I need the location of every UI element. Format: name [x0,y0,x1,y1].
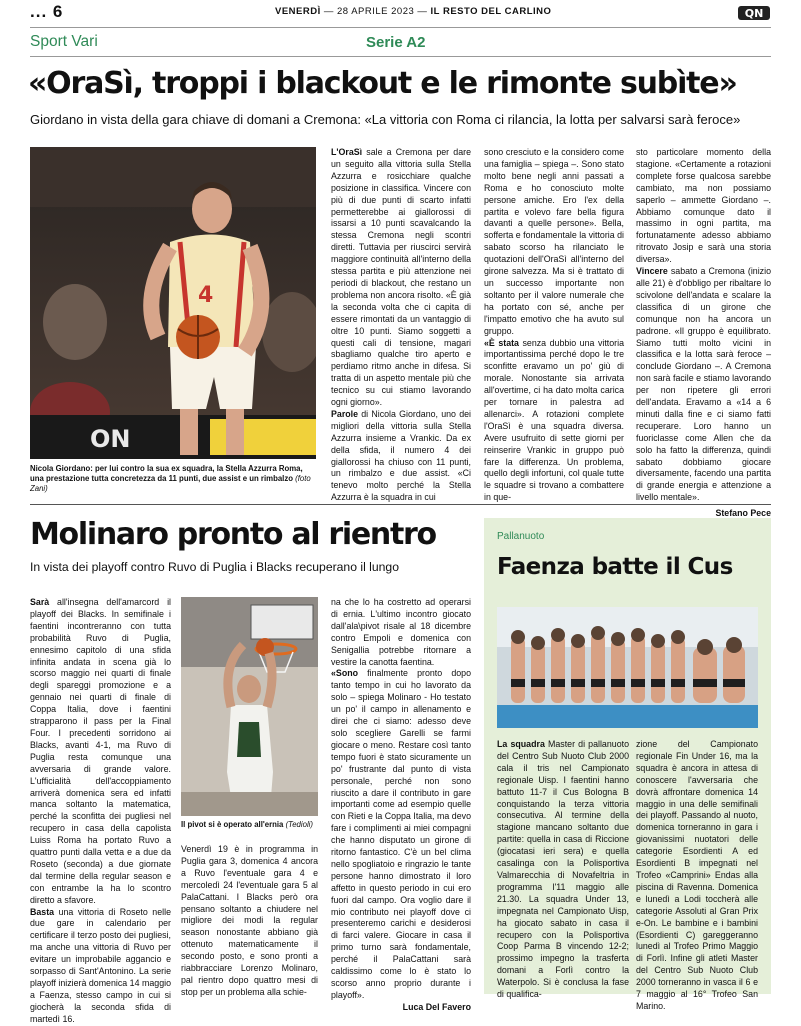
article1-column-3 [636,147,771,520]
article2-column-1 [30,597,171,1026]
section-subtitle: Serie A2 [366,34,426,51]
qn-logo-text: QN [744,7,764,20]
section-title: Sport Vari [30,33,98,50]
article2-col1-text2: una vittoria di Roseto nelle due gare in calendario per certificare il terzo posto dei pugliesi, ma anche una vittoria di Ruvo per evitare un improbabile aggancio e sorpasso di Sant'Antonino. La serie playoff inizierà domenica 14 maggio a Faenza, stesso campo in cui si giocherà la seconda sfida di martedì 16. [30,906,171,1024]
section-rule [30,56,771,57]
article1-lead: L'OraSì [331,147,363,157]
article1-col2-text: sono cresciuto e la considero come una famiglia – spiega –. Sono stato molto bene negli anni passati a Roma e ho conosciuto molte persone amiche. Ero l'ex della partita e volevo fare bella figura davanti a quelle persone». Bella, sofferta e fondamentale la vittoria di sabato scorso ha rilanciato le quotazioni dell'OraSì all'interno del girone salvezza. Ma si è trattato di un successo importante non soltanto per il valore numerale che ha portato con sé, anche per l'impatto emotivo che ha avuto sul gruppo. [484,147,624,336]
issue-day: VENERDÌ [275,6,321,17]
article2-col3-text: na che lo ha costretto ad operarsi di ernia. L'ultimo incontro giocato dall'ala\pivot risale al 18 dicembre contro Empoli e domenica con Senigallia potrebbe ritornare a vestire la canotta faentina. [331,597,471,667]
article3-col1-text: Master di pallanuoto del Centro Sub Nuoto Club 2000 cala il tris nel Campionato regionale Uisp. I faentini hanno battuto 11-7 il Cus Bologna B conquistando la terza vittoria consecutiva. Al termine della stagione mancano soltanto due partite: quella in casa di Riccione (giocatasi ieri sera) e quella casalinga con la Polisportiva Valmarecchia di Novafeltria in programma l'11 maggio alle 21.30. La squadra Under 13, impegnata nel Campionato Uisp, ha giocato sabato in casa il recupero con la Polisportiva Coop Parma B vincendo 12-2; prossimo impegno la trasferta domani a Forlì contro la Waterpolo. Si è conclusa la fase di qualifica- [497,739,629,1000]
dunk-photo [181,597,318,816]
article2-caption [181,820,318,830]
page-number: ... 6 [30,2,64,21]
article3-headline: Faenza batte il Cus [497,554,733,580]
article3-lead: La squadra [497,739,545,749]
basketball-player-photo [30,147,316,459]
article1-col1-text: sale a Cremona per dare un seguito alla vittoria sulla Stella Azzurra e rosicchiare qualche posizione in classifica. Vincere con più di due punti di scarto infatti permetterebbe ai giallorossi di issarsi a 10 punti scavalcando la stessa Cremona negli scontri diretti. Tuttavia per riuscirci servirà maggiore continuità all'interno della stessa partita e più attenzione nei periodi di blackout, che restano un problema non ancora risolto. «È già la seconda volta che ci capita di essere rimontati da un vantaggio di oltre 10 punti. Siamo soggetti a questi cali di tensione, magari sbagliamo qualche tiro aperto e perdiamo ritmo anche in difesa. Si tratta di un aspetto mentale più che tecnico su cui stiamo lavorando ogni giorno». [331,147,471,408]
article1-col3-lead2: Vincere [636,266,668,277]
water-polo-team-photo [497,607,758,728]
article2-subhead: In vista dei playoff contro Ruvo di Puglia i Blacks recuperano il lungo [30,560,399,574]
svg-text:4: 4 [198,283,214,308]
article2-lead: Sarà [30,597,50,607]
article1-subhead: Giordano in vista della gara chiave di domani a Cremona: «La vittoria con Roma ci rilancia, la lotta per salvarsi sarà feroce» [30,112,741,127]
header-rule [30,27,771,28]
article1-caption-credit: (foto Zani) [30,474,311,493]
article2-caption-text: Il pivot si è operato all'ernia [181,820,284,829]
article-divider [30,504,771,505]
article2-byline: Luca Del Favero [402,1001,471,1012]
article2-headline: Molinaro pronto al rientro [30,517,436,552]
article2-caption-credit: (Tedioli) [285,820,314,829]
article1-photo [30,147,316,459]
article3-column-2 [636,739,758,1013]
article1-caption-text: Nicola Giordano: per lui contro la sua ex squadra, la Stella Azzurra Roma, una prestazione tutta concretezza da 11 punti, due assist e un rimbalzo [30,464,303,483]
article1-col2-lead2: «È stata [484,337,519,348]
article1-byline: Stefano Pece [715,508,771,519]
article1-lead2: Parole [331,408,359,419]
issue-dateline [275,6,551,17]
qn-logo-graphic [738,5,770,21]
article2-column-2 [181,844,318,999]
article2-col2-text: Venerdì 19 è in programma in Puglia gara 3, domenica 4 ancora a Ruvo l'eventuale gara 4 e mercoledì 24 l'eventuale gara 5 al PalaCattani. I Blacks però ora pensano soltanto a chiudere nel migliore dei modi la regular season nonostante abbiano già ottenuto matematicamente il secondo posto, e sono pronti a riabbracciare Lorenzo Molinaro, pal rientro dopo quattro mesi di stop per un problema alla schie- [181,844,318,997]
article3-column-1 [497,739,629,1001]
article1-col2-text2: senza dubbio una vittoria importantissima perché dopo le tre sconfitte eravamo un po' giù di morale. Nonostante sia arrivata all'overtime, ci ha dato molta carica per tornare in palestra ad allenarci». A rotazioni complete l'OraSì è una squadra diversa. Avere usufruito di sette giorni per reinserire Vrankic in gruppo può fare la differenza. Un problema, quello degli infortuni, col quale tutte le squadre si trovano a combattere in que- [484,337,624,503]
article1-col3-text2: sabato a Cremona (inizio alle 21) è d'obbligo per ribaltare lo scivolone dell'andata e scalare la classifica di un girone che comunque non ha ancora un padrone. «Il gruppo è equilibrato. Siamo tutti molto vicini in classifica e la lotta sarà feroce – conclude Giordano –. A Cremona non sarà facile e stiamo lavorando per non ripetere gli errori dell'andata. Eravamo a «14 a 6 minuti dalla fine e ci siamo fatti recuperare. Loro hanno un fuoriclasse come Allen che da solo ha fatto la differenza, quindi sabato dobbiamo giocare diversamente, facendo una partita di grande energia e attenzione a livello mentale». [636,266,771,503]
article1-column-2 [484,147,624,504]
article1-headline: «OraSì, troppi i blackout e le rimonte subìte» [28,66,737,101]
article3-photo [497,607,758,728]
dateline-dash-2: — [417,6,428,17]
article2-col1-text: all'insegna dell'amarcord il playoff dei Blacks. In semifinale i faentini incontreranno con tutta probabilità Ruvo di Puglia, ennesimo capitolo di una sfida infinita andata in scena già lo scorso maggio nei quarti di finale degli spareggi promozione e a gennaio nei quarti di finale di Coppa Italia, dove i faentini strapparono il pass per la Final Four. I precedenti sorridono ai Blacks, avanti 4-1, ma Ruvo di Puglia resta comunque una avversaria di grande valore. L'ufficialità dell'accoppiamento arriverà domenica sera ed infatti manca soltanto la matematica, perché la sconfitta dei pugliesi nel recupero in casa della capolista Luiss Roma ha portato Ruvo a quattro punti dalla vetta e a due da Roseto (seconda) a due giornate dal termine della regular season e con entrambe la ha lo scontro diretto a sfavore. [30,597,171,905]
article1-col3-text: sto particolare momento della stagione. «Certamente a rotazioni complete forse qualcosa sarebbe cambiato, ma non possiamo saperlo – ammette Giordano –. Abbiamo comunque dato il massimo in ogni partita, ma fortunatamente adesso abbiamo ritrovato Josip e sarà una storia diversa». [636,147,771,265]
article1-col1-text2: di Nicola Giordano, uno dei migliori della vittoria sulla Stella Azzurra insieme a Vrankic. Da ex della sfida, il numero 4 dei giallorossi ha chiuso con 11 punti, un rimbalzo e due assist. «Ci tenevo molto perché la Stella Azzurra è la squadra in cui [331,408,471,503]
article2-column-3 [331,597,471,1014]
dateline-dash: — [323,6,334,17]
newspaper-name: IL RESTO DEL CARLINO [430,6,552,17]
article2-lead2: Basta [30,906,55,917]
article2-photo [181,597,318,816]
article2-col3-lead2: «Sono [331,668,359,679]
article1-column-1 [331,147,471,504]
article3-col2-text: zione del Campionato regionale Fin Under 16, ma la squadra è ancora in attesa di conoscere l'avversaria che dovrà affrontare domenica 14 maggio in una delle semifinali dei playoff. Passando al nuoto, domenica torneranno in gara i giovanissimi nuotatori delle categorie Esordienti A ed Esordienti B impegnati nel Trofeo «Camprini» Endas alla piscina di Ravenna. Domenica e lunedì a Lodi toccherà alle categorie Assoluti al Gran Prix e-On. Le bambine e i bambini (Esordienti C) gareggeranno lunedì al Trofeo Primo Maggio di Forlì. Infine gli atleti Master del Centro Sub Nuoto Club 2000 torneranno in vasca il 6 e 7 maggio al 16° Trofeo San Marino. [636,739,758,1011]
svg-text:ON: ON [90,425,131,453]
qn-logo [738,5,770,21]
article3-section-label: Pallanuoto [497,531,545,542]
article1-caption [30,464,316,494]
issue-date: 28 APRILE 2023 [337,6,415,17]
article2-col3-text2: finalmente pronto dopo tanto tempo in cui ho lavorato da solo – spiega Molinaro - Ho testato un po' il campo in allenamento e direi che ci siamo: adesso deve solo scegliere Garelli se farmi giocare o meno. Restare così tanto tempo fuori è stato sicuramente un po' frustrante dal punto di vista personale, perché non sono riuscito a dare il contributo in gare importanti come ad esempio quelle con Rieti e la Coppa Italia, ma devo fare i complimenti ai miei compagni che hanno disputato un girone di ritorno fantastico. C'è un bel clima nello spogliatoio e ringrazio le tante persone hanno dimostrato il loro affetto in questo periodo in cui ero fuori dal campo. Ora voglio dare il mio contributo nei playoff dove ci presenteremo carichi e desiderosi di farci valere. Giocare in casa il primo turno sarà fondamentale, perché il PalaCattani sarà caldissimo come lo è stato lo scorso anno proprio durante i playoff». [331,668,471,1000]
